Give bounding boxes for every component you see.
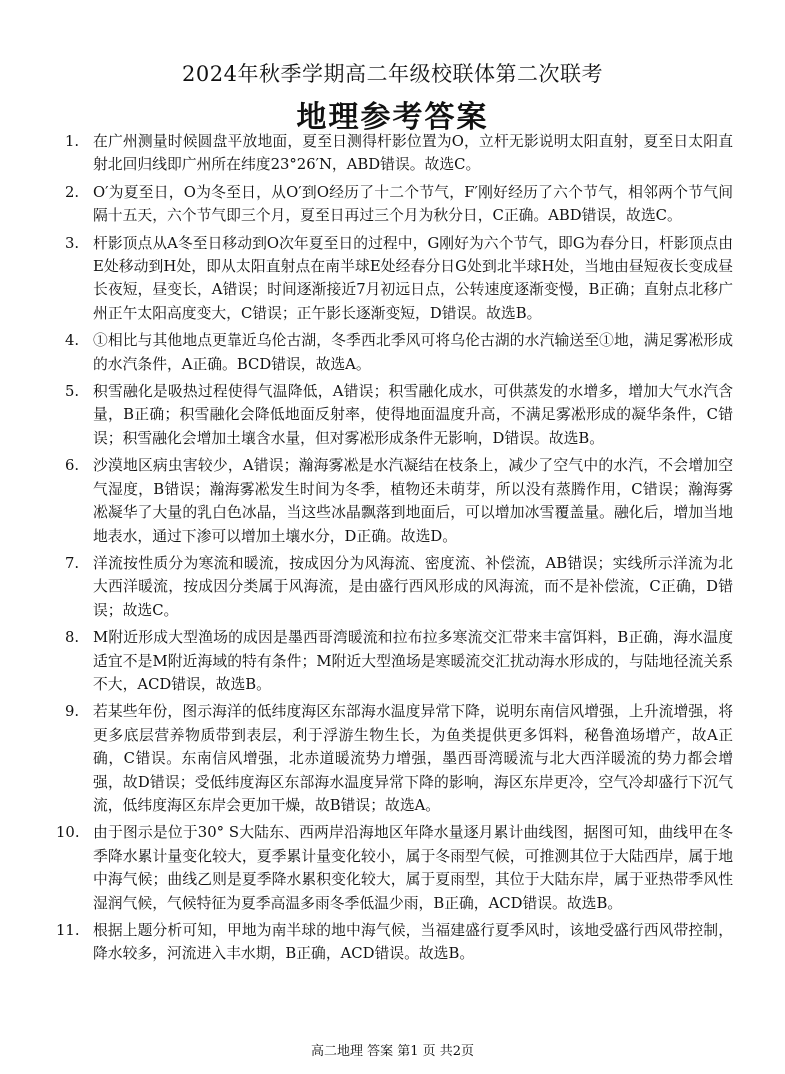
answer-item (65, 232, 733, 326)
page-title: 地理参考答案 (296, 100, 489, 135)
item-text: O′为夏至日，O为冬至日，从O′到O经历了十二个节气，F′刚好经历了六个节气，相邻两个节气间隔十五天，六个节气即三个月，夏至日再过三个月为秋分日，C正确。ABD错误，故选C。 (93, 183, 733, 225)
page-footer: 高二地理 答案 第1 页 共2页 (310, 1044, 475, 1059)
item-number: 10. (56, 824, 80, 842)
item-number: 11. (56, 922, 80, 939)
item-number: 5. (65, 383, 80, 401)
item-text: 杆影顶点从A冬至日移动到O次年夏至日的过程中，G刚好为六个节气，即G为春分日，杆影顶点由E处移动到H处，即从太阳直射点在南半球E处经春分日G处到北半球H处，当地由昼短夜长变成昼长夜短，昼变长，A错误；时间逐渐接近7月初远日点，公转速度逐渐变慢，B正确；直射点北移广州正午太阳高度变大，C错误；正午影长逐渐变短，D错误。故选B。 (93, 234, 733, 322)
item-number: 7. (65, 554, 80, 572)
answer-item (65, 329, 733, 376)
answer-item (65, 181, 733, 228)
item-text: 根据上题分析可知，甲地为南半球的地中海气候，当福建盛行夏季风时，该地受盛行西风带控制，降水较多，河流进入丰水期，B正确，ACD错误。故选B。 (93, 922, 733, 963)
answer-item (65, 380, 733, 450)
item-number: 2. (65, 183, 80, 201)
answer-item (65, 552, 733, 622)
answer-item (65, 700, 733, 817)
item-text: 沙漠地区病虫害较少，A错误；瀚海雾凇是水汽凝结在枝条上，减少了空气中的水汽，不会增加空气湿度，B错误；瀚海雾凇发生时间为冬季，植物还未萌芽，所以没有蒸腾作用，C错误；瀚海雾凇凝华了大量的乳白色冰晶，当这些冰晶飘落到地面后，可以增加冰雪覆盖量。融化后，增加当地地表水，通过下渗可以增加土壤水分，D正确。故选D。 (93, 457, 733, 545)
item-text: ①相比与其他地点更靠近乌伦古湖，冬季西北季风可将乌伦古湖的水汽输送至①地，满足雾凇形成的水汽条件，A正确。BCD错误，故选A。 (93, 332, 733, 373)
item-number: 6. (65, 457, 80, 475)
answer-item (56, 919, 733, 966)
answer-item (65, 130, 733, 177)
answer-item (56, 821, 733, 915)
exam-header: 2024年秋季学期高二年级校联体第二次联考 (182, 62, 603, 86)
item-text: 由于图示是位于30° S大陆东、西两岸沿海地区年降水量逐月累计曲线图，据图可知，曲线甲在冬季降水累计量变化较大，夏季累计量变化较小，属于冬雨型气候，可推测其位于大陆西岸，属于地中海气候；曲线乙则是夏季降水累积变化较大，属于夏雨型，其位于大陆东岸，属于亚热带季风性湿润气候，气候特征为夏季高温多雨冬季低温少雨，B正确，ACD错误。故选B。 (93, 824, 733, 912)
item-number: 9. (65, 703, 80, 721)
answer-list (56, 130, 733, 970)
item-number: 4. (65, 332, 80, 350)
item-text: 洋流按性质分为寒流和暖流，按成因分为风海流、密度流、补偿流，AB错误；实线所示洋流为北大西洋暖流，按成因分类属于风海流，是由盛行西风形成的风海流，而不是补偿流，C正确，D错误；故选C。 (93, 554, 733, 619)
item-number: 1. (65, 133, 80, 150)
item-number: 3. (65, 234, 80, 252)
item-number: 8. (65, 629, 80, 647)
answer-item (65, 626, 733, 696)
item-text: 积雪融化是吸热过程使得气温降低，A错误；积雪融化成水，可供蒸发的水增多，增加大气水汽含量，B正确；积雪融化会降低地面反射率，使得地面温度升高，不满足雾凇形成的凝华条件，C错误；积雪融化会增加土壤含水量，但对雾凇形成条件无影响，D错误。故选B。 (93, 383, 733, 447)
item-text: 若某些年份，图示海洋的低纬度海区东部海水温度异常下降，说明东南信风增强，上升流增强，将更多底层营养物质带到表层，利于浮游生物生长，为鱼类提供更多饵料，秘鲁渔场增产，故A正确，C错误。东南信风增强，北赤道暖流势力增强，墨西哥湾暖流与北大西洋暖流的势力都会增强，故D错误；受低纬度海区东部海水温度异常下降的影响，海区东岸更冷，空气冷却盛行下沉气流，低纬度海区东岸会更加干燥，故B错误；故选A。 (93, 703, 733, 814)
item-text: M附近形成大型渔场的成因是墨西哥湾暖流和拉布拉多寒流交汇带来丰富饵料，B正确，海水温度适宜不是M附近海域的特有条件；M附近大型渔场是寒暖流交汇扰动海水形成的，与陆地径流关系不大，ACD错误，故选B。 (93, 629, 733, 693)
answer-item (65, 454, 733, 548)
item-text: 在广州测量时候圆盘平放地面，夏至日测得杆影位置为O，立杆无影说明太阳直射，夏至日太阳直射北回归线即广州所在纬度23°26′N，ABD错误。故选C。 (93, 133, 733, 174)
